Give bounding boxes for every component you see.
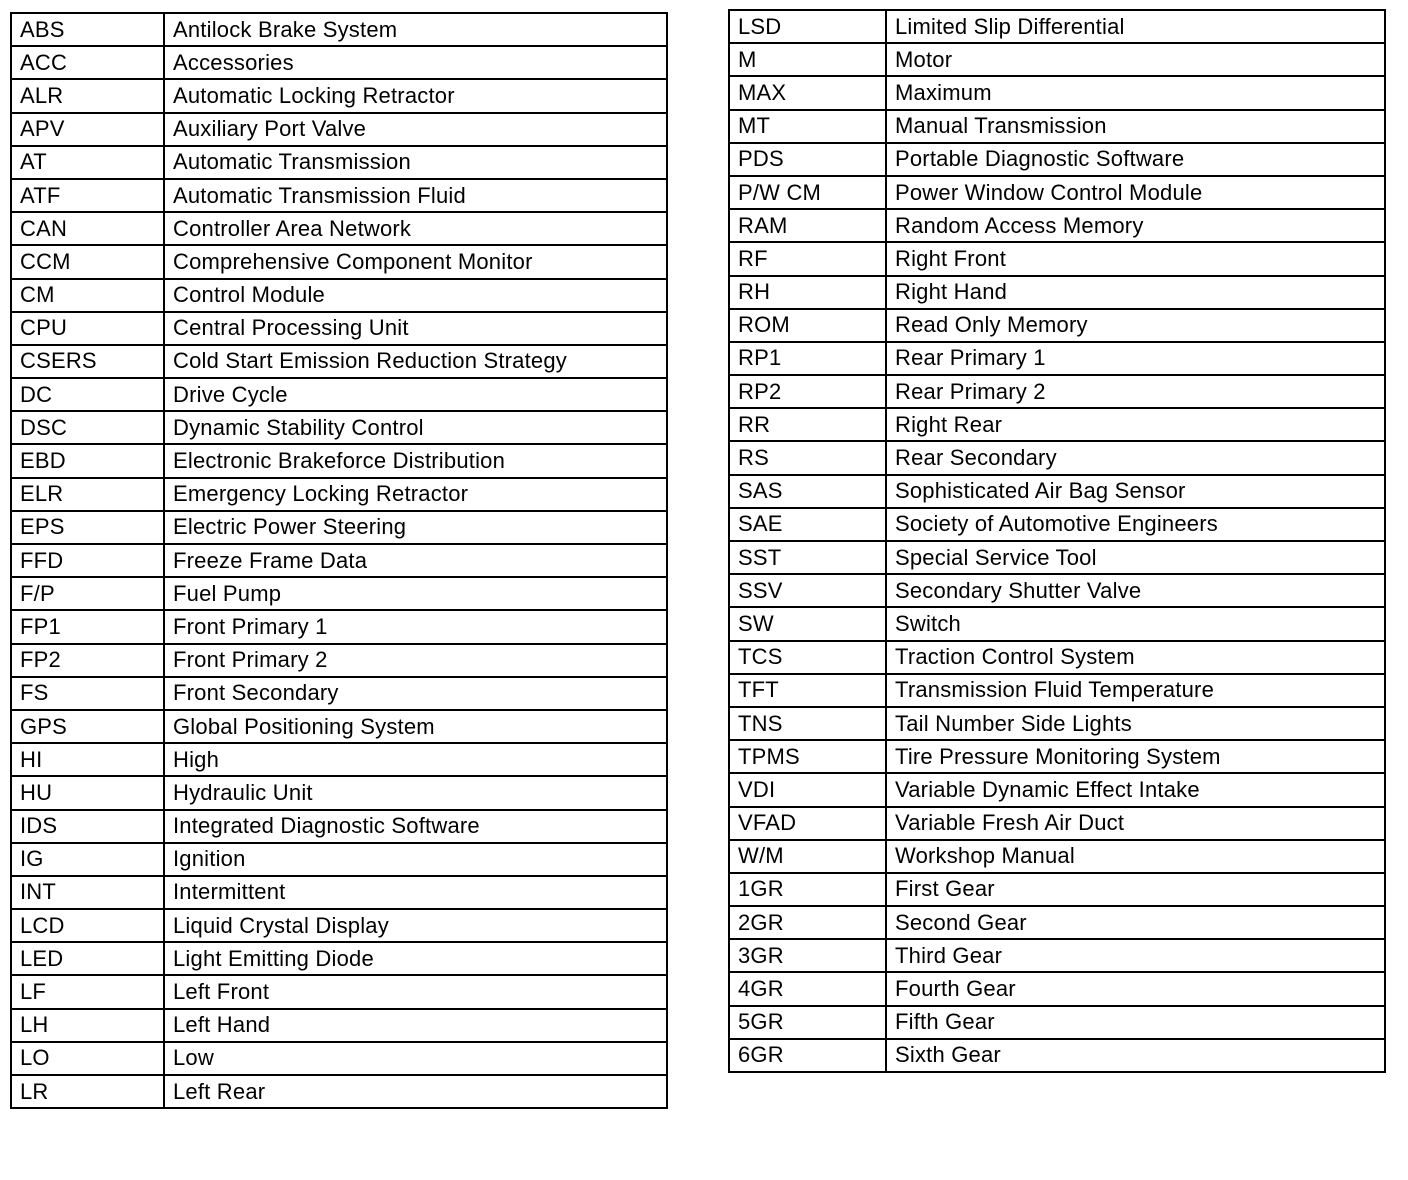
abbreviation-cell: W/M (729, 840, 886, 873)
table-row (11, 876, 667, 909)
table-row (11, 113, 667, 146)
meaning-cell: Rear Secondary (886, 441, 1385, 474)
abbreviation-cell: DC (11, 378, 164, 411)
meaning-cell: Left Hand (164, 1009, 667, 1042)
table-row (729, 309, 1385, 342)
meaning-cell: Sophisticated Air Bag Sensor (886, 475, 1385, 508)
abbreviation-cell: FFD (11, 544, 164, 577)
meaning-cell: Automatic Locking Retractor (164, 79, 667, 112)
meaning-cell: Antilock Brake System (164, 13, 667, 46)
table-row (11, 942, 667, 975)
meaning-cell: Integrated Diagnostic Software (164, 810, 667, 843)
table-row (11, 909, 667, 942)
abbreviation-cell: MAX (729, 76, 886, 109)
abbreviation-cell: ELR (11, 478, 164, 511)
abbreviation-cell: ALR (11, 79, 164, 112)
table-row (11, 79, 667, 112)
table-row (729, 674, 1385, 707)
table-row (11, 810, 667, 843)
table-row (729, 840, 1385, 873)
table-row (729, 508, 1385, 541)
abbreviation-cell: PDS (729, 143, 886, 176)
abbreviation-cell: LR (11, 1075, 164, 1108)
meaning-cell: Emergency Locking Retractor (164, 478, 667, 511)
abbreviation-cell: SAS (729, 475, 886, 508)
table-row (729, 740, 1385, 773)
abbreviation-cell: RAM (729, 209, 886, 242)
abbreviation-cell: CSERS (11, 345, 164, 378)
table-row (729, 1006, 1385, 1039)
table-row (729, 110, 1385, 143)
meaning-cell: Freeze Frame Data (164, 544, 667, 577)
abbreviation-cell: ABS (11, 13, 164, 46)
meaning-cell: Automatic Transmission (164, 146, 667, 179)
table-row (11, 577, 667, 610)
table-row (11, 743, 667, 776)
abbreviation-cell: VDI (729, 773, 886, 806)
abbreviation-table-right (728, 9, 1386, 1073)
abbreviation-cell: TPMS (729, 740, 886, 773)
meaning-cell: First Gear (886, 873, 1385, 906)
abbreviation-cell: SSV (729, 574, 886, 607)
meaning-cell: Special Service Tool (886, 541, 1385, 574)
meaning-cell: Second Gear (886, 906, 1385, 939)
meaning-cell: Controller Area Network (164, 212, 667, 245)
table-row (11, 710, 667, 743)
table-row (729, 541, 1385, 574)
abbreviation-cell: SAE (729, 508, 886, 541)
table-row (729, 773, 1385, 806)
meaning-cell: Central Processing Unit (164, 312, 667, 345)
abbreviation-cell: SST (729, 541, 886, 574)
table-row (11, 511, 667, 544)
table-row (729, 408, 1385, 441)
right-table-body (729, 10, 1385, 1072)
meaning-cell: Fourth Gear (886, 972, 1385, 1005)
meaning-cell: Intermittent (164, 876, 667, 909)
table-row (729, 607, 1385, 640)
meaning-cell: Front Secondary (164, 677, 667, 710)
abbreviation-cell: DSC (11, 411, 164, 444)
meaning-cell: Switch (886, 607, 1385, 640)
table-row (729, 574, 1385, 607)
table-row (729, 242, 1385, 275)
meaning-cell: Left Front (164, 975, 667, 1008)
table-row (729, 276, 1385, 309)
table-row (11, 245, 667, 278)
table-row (11, 544, 667, 577)
meaning-cell: Random Access Memory (886, 209, 1385, 242)
table-row (11, 1042, 667, 1075)
table-row (11, 212, 667, 245)
abbreviation-cell: TCS (729, 641, 886, 674)
meaning-cell: Manual Transmission (886, 110, 1385, 143)
left-table-body (11, 13, 667, 1108)
table-row (11, 843, 667, 876)
meaning-cell: Limited Slip Differential (886, 10, 1385, 43)
abbreviation-cell: CAN (11, 212, 164, 245)
table-row (729, 375, 1385, 408)
abbreviation-cell: RH (729, 276, 886, 309)
meaning-cell: Maximum (886, 76, 1385, 109)
abbreviation-cell: TNS (729, 707, 886, 740)
abbreviation-cell: VFAD (729, 807, 886, 840)
abbreviation-cell: LSD (729, 10, 886, 43)
meaning-cell: Liquid Crystal Display (164, 909, 667, 942)
table-row (729, 43, 1385, 76)
meaning-cell: Hydraulic Unit (164, 776, 667, 809)
table-row (729, 209, 1385, 242)
abbreviation-cell: FP2 (11, 644, 164, 677)
abbreviation-cell: HI (11, 743, 164, 776)
table-row (729, 143, 1385, 176)
abbreviation-cell: CPU (11, 312, 164, 345)
table-row (729, 972, 1385, 1005)
abbreviation-cell: LO (11, 1042, 164, 1075)
abbreviation-cell: TFT (729, 674, 886, 707)
abbreviation-cell: LF (11, 975, 164, 1008)
meaning-cell: Low (164, 1042, 667, 1075)
meaning-cell: Society of Automotive Engineers (886, 508, 1385, 541)
abbreviation-cell: CCM (11, 245, 164, 278)
table-row (729, 873, 1385, 906)
meaning-cell: Fifth Gear (886, 1006, 1385, 1039)
table-row (11, 378, 667, 411)
meaning-cell: Dynamic Stability Control (164, 411, 667, 444)
table-row (11, 444, 667, 477)
meaning-cell: Control Module (164, 279, 667, 312)
abbreviation-cell: 3GR (729, 939, 886, 972)
abbreviation-cell: M (729, 43, 886, 76)
table-row (729, 176, 1385, 209)
abbreviation-cell: SW (729, 607, 886, 640)
meaning-cell: Global Positioning System (164, 710, 667, 743)
meaning-cell: Fuel Pump (164, 577, 667, 610)
meaning-cell: Third Gear (886, 939, 1385, 972)
meaning-cell: Traction Control System (886, 641, 1385, 674)
abbreviation-cell: EBD (11, 444, 164, 477)
abbreviation-cell: RR (729, 408, 886, 441)
meaning-cell: Drive Cycle (164, 378, 667, 411)
table-row (11, 312, 667, 345)
meaning-cell: Front Primary 2 (164, 644, 667, 677)
abbreviation-cell: RP2 (729, 375, 886, 408)
meaning-cell: High (164, 743, 667, 776)
meaning-cell: Left Rear (164, 1075, 667, 1108)
meaning-cell: Portable Diagnostic Software (886, 143, 1385, 176)
abbreviation-cell: ACC (11, 46, 164, 79)
meaning-cell: Variable Dynamic Effect Intake (886, 773, 1385, 806)
meaning-cell: Right Hand (886, 276, 1385, 309)
table-row (11, 478, 667, 511)
abbreviation-cell: ATF (11, 179, 164, 212)
meaning-cell: Sixth Gear (886, 1039, 1385, 1072)
table-row (729, 707, 1385, 740)
abbreviation-cell: IG (11, 843, 164, 876)
abbreviation-cell: RF (729, 242, 886, 275)
abbreviation-cell: LCD (11, 909, 164, 942)
meaning-cell: Automatic Transmission Fluid (164, 179, 667, 212)
table-row (11, 644, 667, 677)
meaning-cell: Comprehensive Component Monitor (164, 245, 667, 278)
meaning-cell: Transmission Fluid Temperature (886, 674, 1385, 707)
table-row (11, 179, 667, 212)
abbreviation-cell: ROM (729, 309, 886, 342)
abbreviation-cell: MT (729, 110, 886, 143)
abbreviation-cell: CM (11, 279, 164, 312)
abbreviation-cell: P/W CM (729, 176, 886, 209)
meaning-cell: Electronic Brakeforce Distribution (164, 444, 667, 477)
abbreviation-cell: FS (11, 677, 164, 710)
table-row (729, 1039, 1385, 1072)
abbreviation-cell: GPS (11, 710, 164, 743)
table-row (11, 345, 667, 378)
abbreviation-cell: RP1 (729, 342, 886, 375)
meaning-cell: Secondary Shutter Valve (886, 574, 1385, 607)
table-row (11, 677, 667, 710)
abbreviation-cell: 4GR (729, 972, 886, 1005)
abbreviation-cell: APV (11, 113, 164, 146)
table-row (11, 1075, 667, 1108)
abbreviation-cell: IDS (11, 810, 164, 843)
table-row (11, 13, 667, 46)
table-row (729, 475, 1385, 508)
table-row (11, 411, 667, 444)
meaning-cell: Rear Primary 2 (886, 375, 1385, 408)
table-row (729, 76, 1385, 109)
abbreviation-cell: AT (11, 146, 164, 179)
abbreviation-cell: RS (729, 441, 886, 474)
abbreviation-cell: FP1 (11, 610, 164, 643)
meaning-cell: Electric Power Steering (164, 511, 667, 544)
meaning-cell: Ignition (164, 843, 667, 876)
meaning-cell: Front Primary 1 (164, 610, 667, 643)
table-row (11, 975, 667, 1008)
table-row (11, 1009, 667, 1042)
abbreviation-cell: EPS (11, 511, 164, 544)
table-row (729, 10, 1385, 43)
meaning-cell: Tire Pressure Monitoring System (886, 740, 1385, 773)
table-row (11, 46, 667, 79)
meaning-cell: Right Front (886, 242, 1385, 275)
table-row (11, 146, 667, 179)
meaning-cell: Cold Start Emission Reduction Strategy (164, 345, 667, 378)
abbreviation-cell: 2GR (729, 906, 886, 939)
table-row (729, 342, 1385, 375)
abbreviation-cell: LH (11, 1009, 164, 1042)
meaning-cell: Right Rear (886, 408, 1385, 441)
table-row (729, 906, 1385, 939)
abbreviation-cell: INT (11, 876, 164, 909)
meaning-cell: Light Emitting Diode (164, 942, 667, 975)
meaning-cell: Tail Number Side Lights (886, 707, 1385, 740)
abbreviation-cell: F/P (11, 577, 164, 610)
abbreviation-cell: 5GR (729, 1006, 886, 1039)
abbreviation-cell: LED (11, 942, 164, 975)
meaning-cell: Auxiliary Port Valve (164, 113, 667, 146)
meaning-cell: Accessories (164, 46, 667, 79)
abbreviation-cell: 6GR (729, 1039, 886, 1072)
meaning-cell: Power Window Control Module (886, 176, 1385, 209)
meaning-cell: Motor (886, 43, 1385, 76)
table-row (11, 776, 667, 809)
meaning-cell: Workshop Manual (886, 840, 1385, 873)
meaning-cell: Rear Primary 1 (886, 342, 1385, 375)
table-row (729, 807, 1385, 840)
meaning-cell: Read Only Memory (886, 309, 1385, 342)
table-row (11, 610, 667, 643)
meaning-cell: Variable Fresh Air Duct (886, 807, 1385, 840)
abbreviation-cell: HU (11, 776, 164, 809)
table-row (729, 939, 1385, 972)
table-row (729, 441, 1385, 474)
abbreviation-table-left (10, 12, 668, 1109)
table-row (729, 641, 1385, 674)
table-row (11, 279, 667, 312)
abbreviation-cell: 1GR (729, 873, 886, 906)
